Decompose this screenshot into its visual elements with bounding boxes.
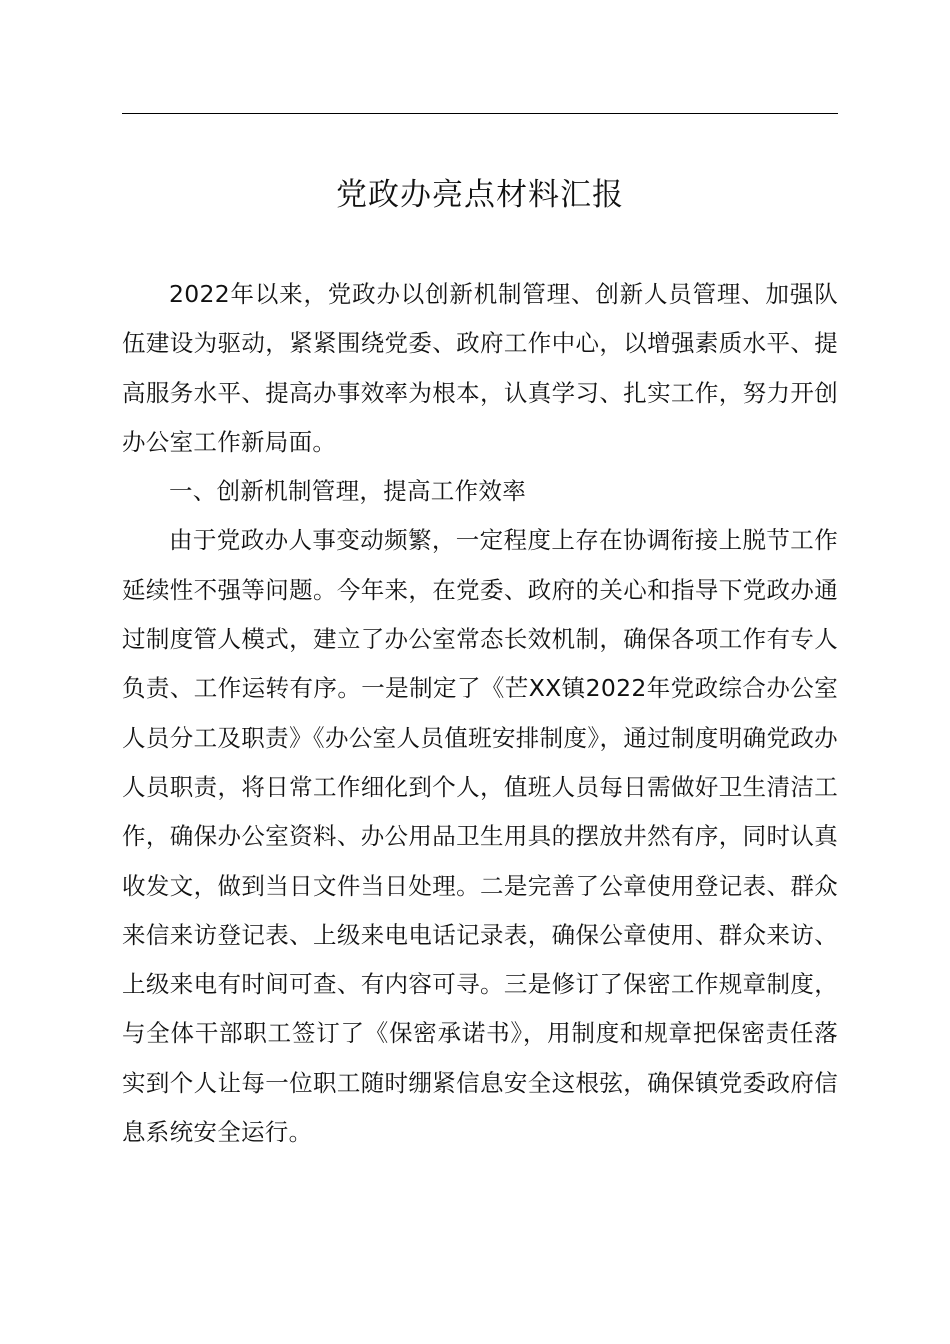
- section-heading-1: 一、创新机制管理，提高工作效率: [169, 477, 526, 506]
- document-body: [122, 270, 838, 1157]
- intro-paragraph: 2022年以来，党政办以创新机制管理、创新人员管理、加强队伍建设为驱动，紧紧围绕党委、政府工作中心，以增强素质水平、提高服务水平、提高办事效率为根本，认真学习、扎实工作，努力开创办公室工作新局面。: [122, 280, 838, 456]
- document-title: 党政办亮点材料汇报: [336, 177, 624, 213]
- section-1-paragraph: 由于党政办人事变动频繁，一定程度上存在协调衔接上脱节工作延续性不强等问题。今年来，在党委、政府的关心和指导下党政办通过制度管人模式，建立了办公室常态长效机制，确保各项工作有专人负责、工作运转有序。一是制定了《芒XX镇2022年党政综合办公室人员分工及职责》《办公室人员值班安排制度》，通过制度明确党政办人员职责，将日常工作细化到个人，值班人员每日需做好卫生清洁工作，确保办公室资料、办公用品卫生用具的摆放井然有序，同时认真收发文，做到当日文件当日处理。二是完善了公章使用登记表、群众来信来访登记表、上级来电电话记录表，确保公章使用、群众来访、上级来电有时间可查、有内容可寻。三是修订了保密工作规章制度，与全体干部职工签订了《保密承诺书》，用制度和规章把保密责任落实到个人让每一位职工随时绷紧信息安全这根弦，确保镇党委政府信息系统安全运行。: [122, 526, 838, 1147]
- header-rule: [122, 113, 838, 114]
